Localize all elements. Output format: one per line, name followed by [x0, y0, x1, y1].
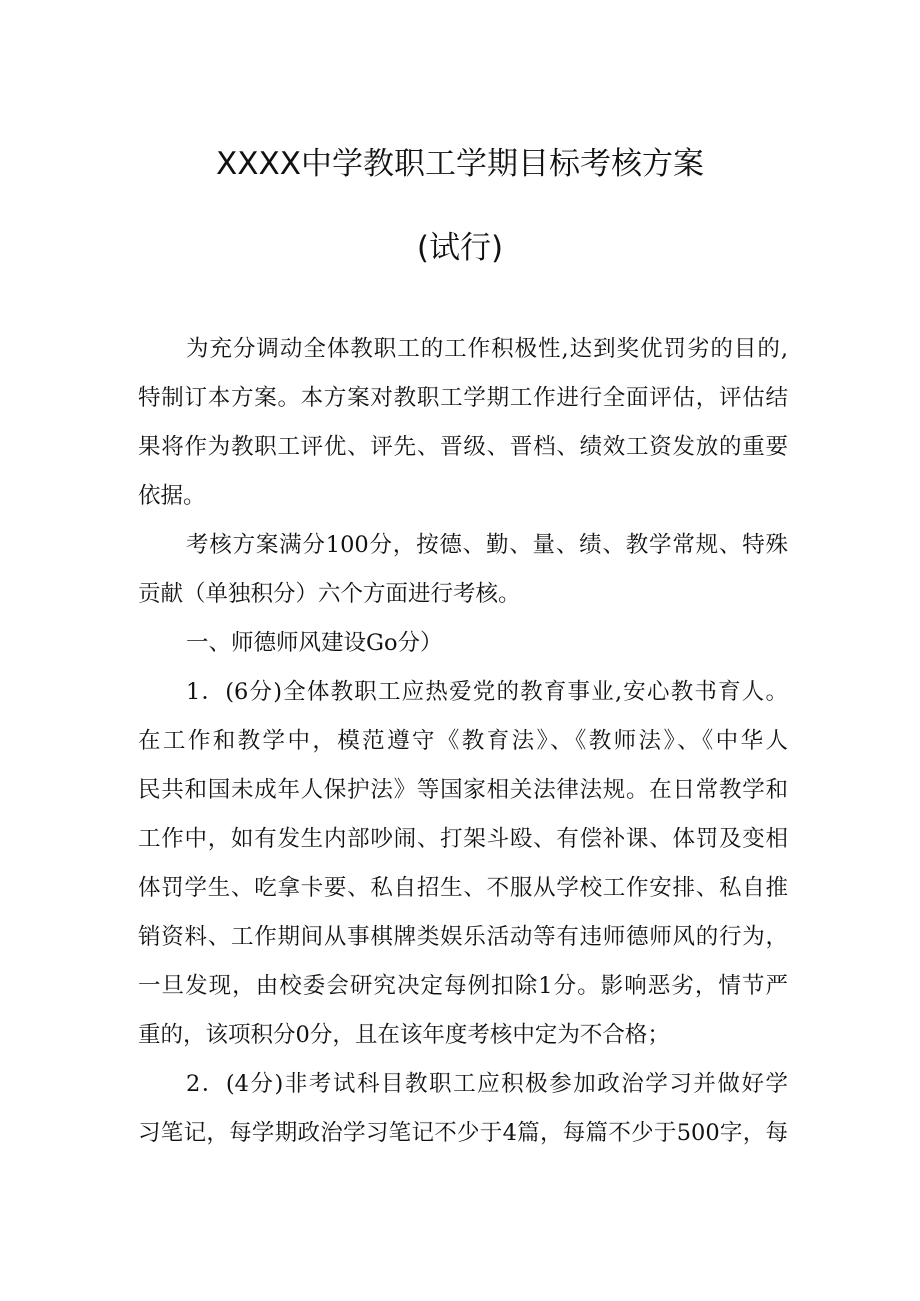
section-heading: 一、师德师风建设Go分）: [186, 630, 443, 656]
paragraph-line: 特制订本方案。本方案对教职工学期工作进行全面评估，评估结: [138, 385, 788, 411]
document-subtitle: (试行): [416, 230, 504, 266]
paragraph-line: 2．(4分)非考试科目教职工应积极参加政治学习并做好学: [186, 1071, 788, 1097]
paragraph-line: 重的，该项积分0分，且在该年度考核中定为不合格；: [138, 1022, 670, 1048]
paragraph-line: 销资料、工作期间从事棋牌类娱乐活动等有违师德师风的行为，: [138, 924, 788, 950]
paragraph-line: 为充分调动全体教职工的工作积极性,达到奖优罚劣的目的,: [186, 336, 788, 362]
document-title: XXXX中学教职工学期目标考核方案: [216, 146, 704, 182]
paragraph-line: 1．(6分)全体教职工应热爱党的教育事业,安心教书育人。: [186, 679, 788, 705]
paragraph-line: 习笔记，每学期政治学习笔记不少于4篇，每篇不少于500字，每: [138, 1120, 788, 1146]
paragraph-line: 体罚学生、吃拿卡要、私自招生、不服从学校工作安排、私自推: [138, 875, 788, 901]
paragraph-line: 一旦发现，由校委会研究决定每例扣除1分。影响恶劣，情节严: [138, 973, 788, 999]
paragraph-line: 考核方案满分100分，按德、勤、量、绩、教学常规、特殊: [186, 532, 788, 558]
paragraph-line: 工作中，如有发生内部吵闹、打架斗殴、有偿补课、体罚及变相: [138, 826, 788, 852]
paragraph-line: 在工作和教学中，模范遵守《教育法》、《教师法》、《中华人: [138, 728, 788, 754]
paragraph-line: 果将作为教职工评优、评先、晋级、晋档、绩效工资发放的重要: [138, 434, 788, 460]
paragraph-line: 贡献（单独积分）六个方面进行考核。: [138, 581, 521, 607]
paragraph-line: 依据。: [138, 483, 206, 509]
paragraph-line: 民共和国未成年人保护法》等国家相关法律法规。在日常教学和: [138, 777, 788, 803]
